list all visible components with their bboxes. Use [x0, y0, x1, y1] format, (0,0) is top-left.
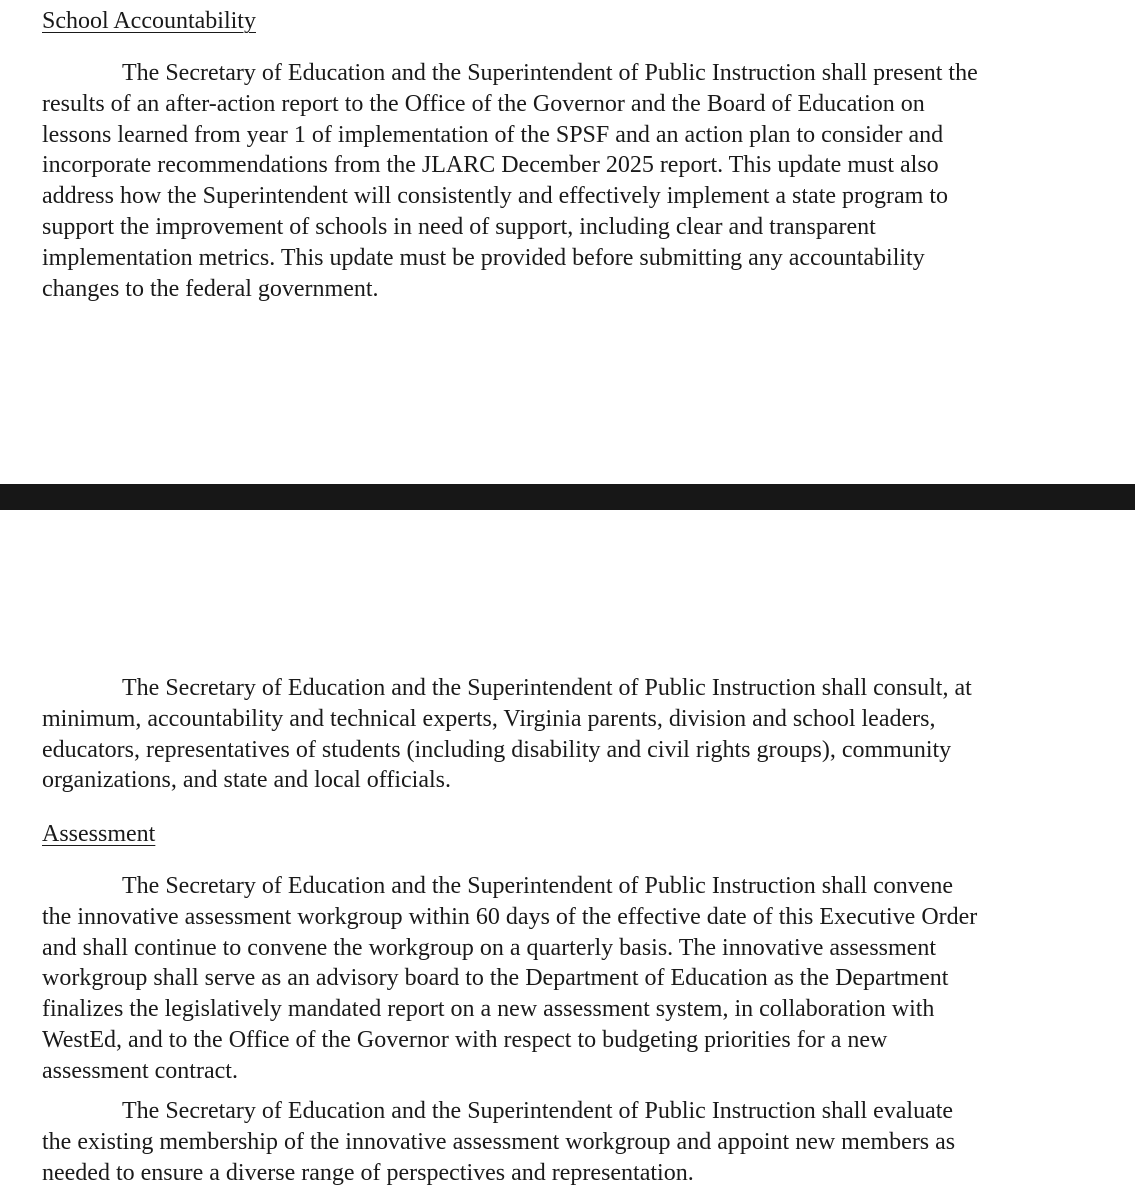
paragraph-line: The Secretary of Education and the Superintendent of Public Instruction shall evaluate: [122, 1098, 954, 1124]
section-heading-assessment: Assessment: [42, 821, 156, 847]
paragraph-line: minimum, accountability and technical experts, Virginia parents, division and school leaders,: [42, 705, 936, 732]
paragraph-line: results of an after-action report to the Office of the Governor and the Board of Education on: [42, 90, 925, 117]
paragraph-line: the innovative assessment workgroup within 60 days of the effective date of this Executive Order: [42, 903, 978, 930]
paragraph-line: The Secretary of Education and the Superintendent of Public Instruction shall convene: [122, 873, 954, 899]
document-page-top: [0, 0, 1135, 484]
paragraph-line: The Secretary of Education and the Superintendent of Public Instruction shall consult, at: [122, 675, 972, 701]
paragraph-convene-workgroup: [42, 871, 1102, 1087]
section-heading-school-accountability: School Accountability: [42, 8, 256, 34]
paragraph-consult: [42, 673, 1102, 796]
paragraph-evaluate-membership: [42, 1096, 1102, 1188]
paragraph-line: changes to the federal government.: [42, 275, 379, 302]
paragraph-line: implementation metrics. This update must be provided before submitting any accountability: [42, 244, 925, 271]
document-page-bottom: [0, 510, 1135, 1200]
paragraph-line: educators, representatives of students (including disability and civil rights groups), community: [42, 736, 952, 763]
page-break-divider: [0, 484, 1135, 510]
paragraph-line: incorporate recommendations from the JLARC December 2025 report. This update must also: [42, 152, 939, 179]
paragraph-line: address how the Superintendent will consistently and effectively implement a state program to: [42, 183, 948, 210]
paragraph-line: WestEd, and to the Office of the Governor with respect to budgeting priorities for a new: [42, 1026, 888, 1053]
paragraph-line: lessons learned from year 1 of implementation of the SPSF and an action plan to consider and: [42, 121, 944, 148]
paragraph-line: The Secretary of Education and the Superintendent of Public Instruction shall present the: [122, 60, 978, 86]
paragraph-line: support the improvement of schools in need of support, including clear and transparent: [42, 213, 876, 240]
paragraph-line: organizations, and state and local officials.: [42, 767, 451, 794]
paragraph-line: and shall continue to convene the workgroup on a quarterly basis. The innovative assessment: [42, 934, 936, 961]
paragraph-line: workgroup shall serve as an advisory board to the Department of Education as the Department: [42, 965, 949, 992]
paragraph-line: needed to ensure a diverse range of perspectives and representation.: [42, 1159, 694, 1186]
paragraph-line: finalizes the legislatively mandated report on a new assessment system, in collaboration with: [42, 996, 935, 1023]
paragraph-line: assessment contract.: [42, 1057, 238, 1084]
paragraph-line: the existing membership of the innovative assessment workgroup and appoint new members as: [42, 1128, 956, 1155]
paragraph-after-action-report: [42, 58, 1102, 304]
